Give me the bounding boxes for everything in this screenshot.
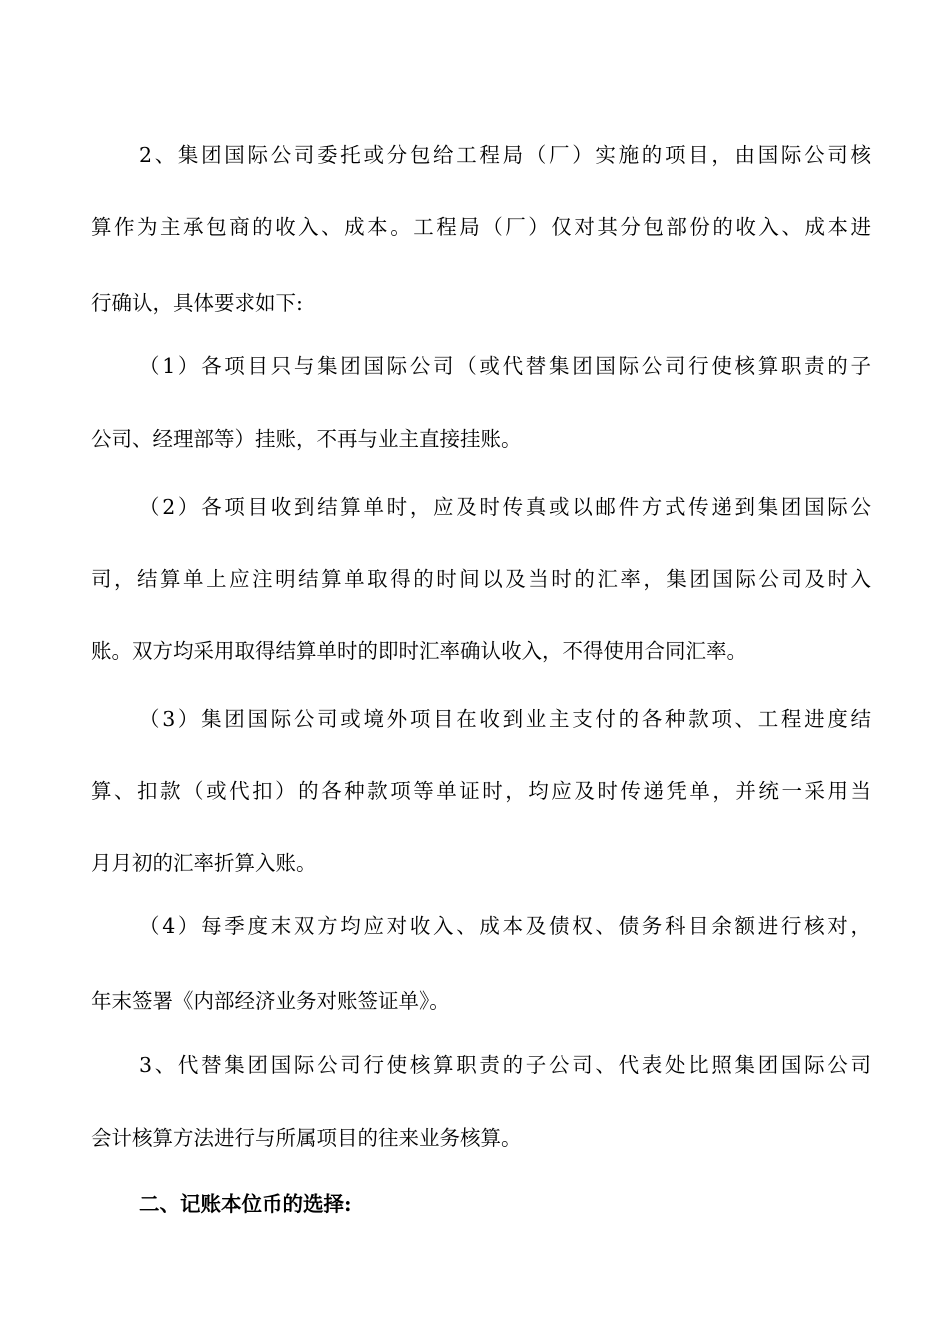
item-1-line-2: 公司、经理部等）挂账，不再与业主直接挂账。 bbox=[91, 427, 522, 451]
item-3-line-2: 算、扣款（或代扣）的各种款项等单证时，均应及时传递凭单，并统一采用当 bbox=[91, 779, 871, 803]
item-3-line-3: 月月初的汇率折算入账。 bbox=[91, 851, 317, 875]
section-heading: 二、记账本位币的选择: bbox=[139, 1192, 352, 1216]
item-2-line-3: 账。双方均采用取得结算单时的即时汇率确认收入，不得使用合同汇率。 bbox=[91, 639, 747, 663]
paragraph-3-line-1: 3、代替集团国际公司行使核算职责的子公司、代表处比照集团国际公司 bbox=[139, 1053, 871, 1077]
paragraph-3-line-2: 会计核算方法进行与所属项目的往来业务核算。 bbox=[91, 1126, 522, 1150]
item-2-line-2: 司，结算单上应注明结算单取得的时间以及当时的汇率，集团国际公司及时入 bbox=[91, 567, 871, 591]
item-2-line-1: （2）各项目收到结算单时，应及时传真或以邮件方式传递到集团国际公 bbox=[139, 495, 871, 519]
paragraph-2-line-2: 算作为主承包商的收入、成本。工程局（厂）仅对其分包部份的收入、成本进 bbox=[91, 215, 871, 239]
paragraph-2-line-1: 2、集团国际公司委托或分包给工程局（厂）实施的项目，由国际公司核 bbox=[139, 143, 871, 167]
item-1-line-1: （1）各项目只与集团国际公司（或代替集团国际公司行使核算职责的子 bbox=[139, 354, 871, 378]
paragraph-2-line-3: 行确认，具体要求如下: bbox=[91, 291, 303, 315]
item-4-line-1: （4）每季度末双方均应对收入、成本及债权、债务科目余额进行核对， bbox=[139, 914, 871, 938]
item-3-line-1: （3）集团国际公司或境外项目在收到业主支付的各种款项、工程进度结 bbox=[139, 707, 871, 731]
item-4-line-2: 年末签署《内部经济业务对账签证单》。 bbox=[91, 989, 450, 1013]
